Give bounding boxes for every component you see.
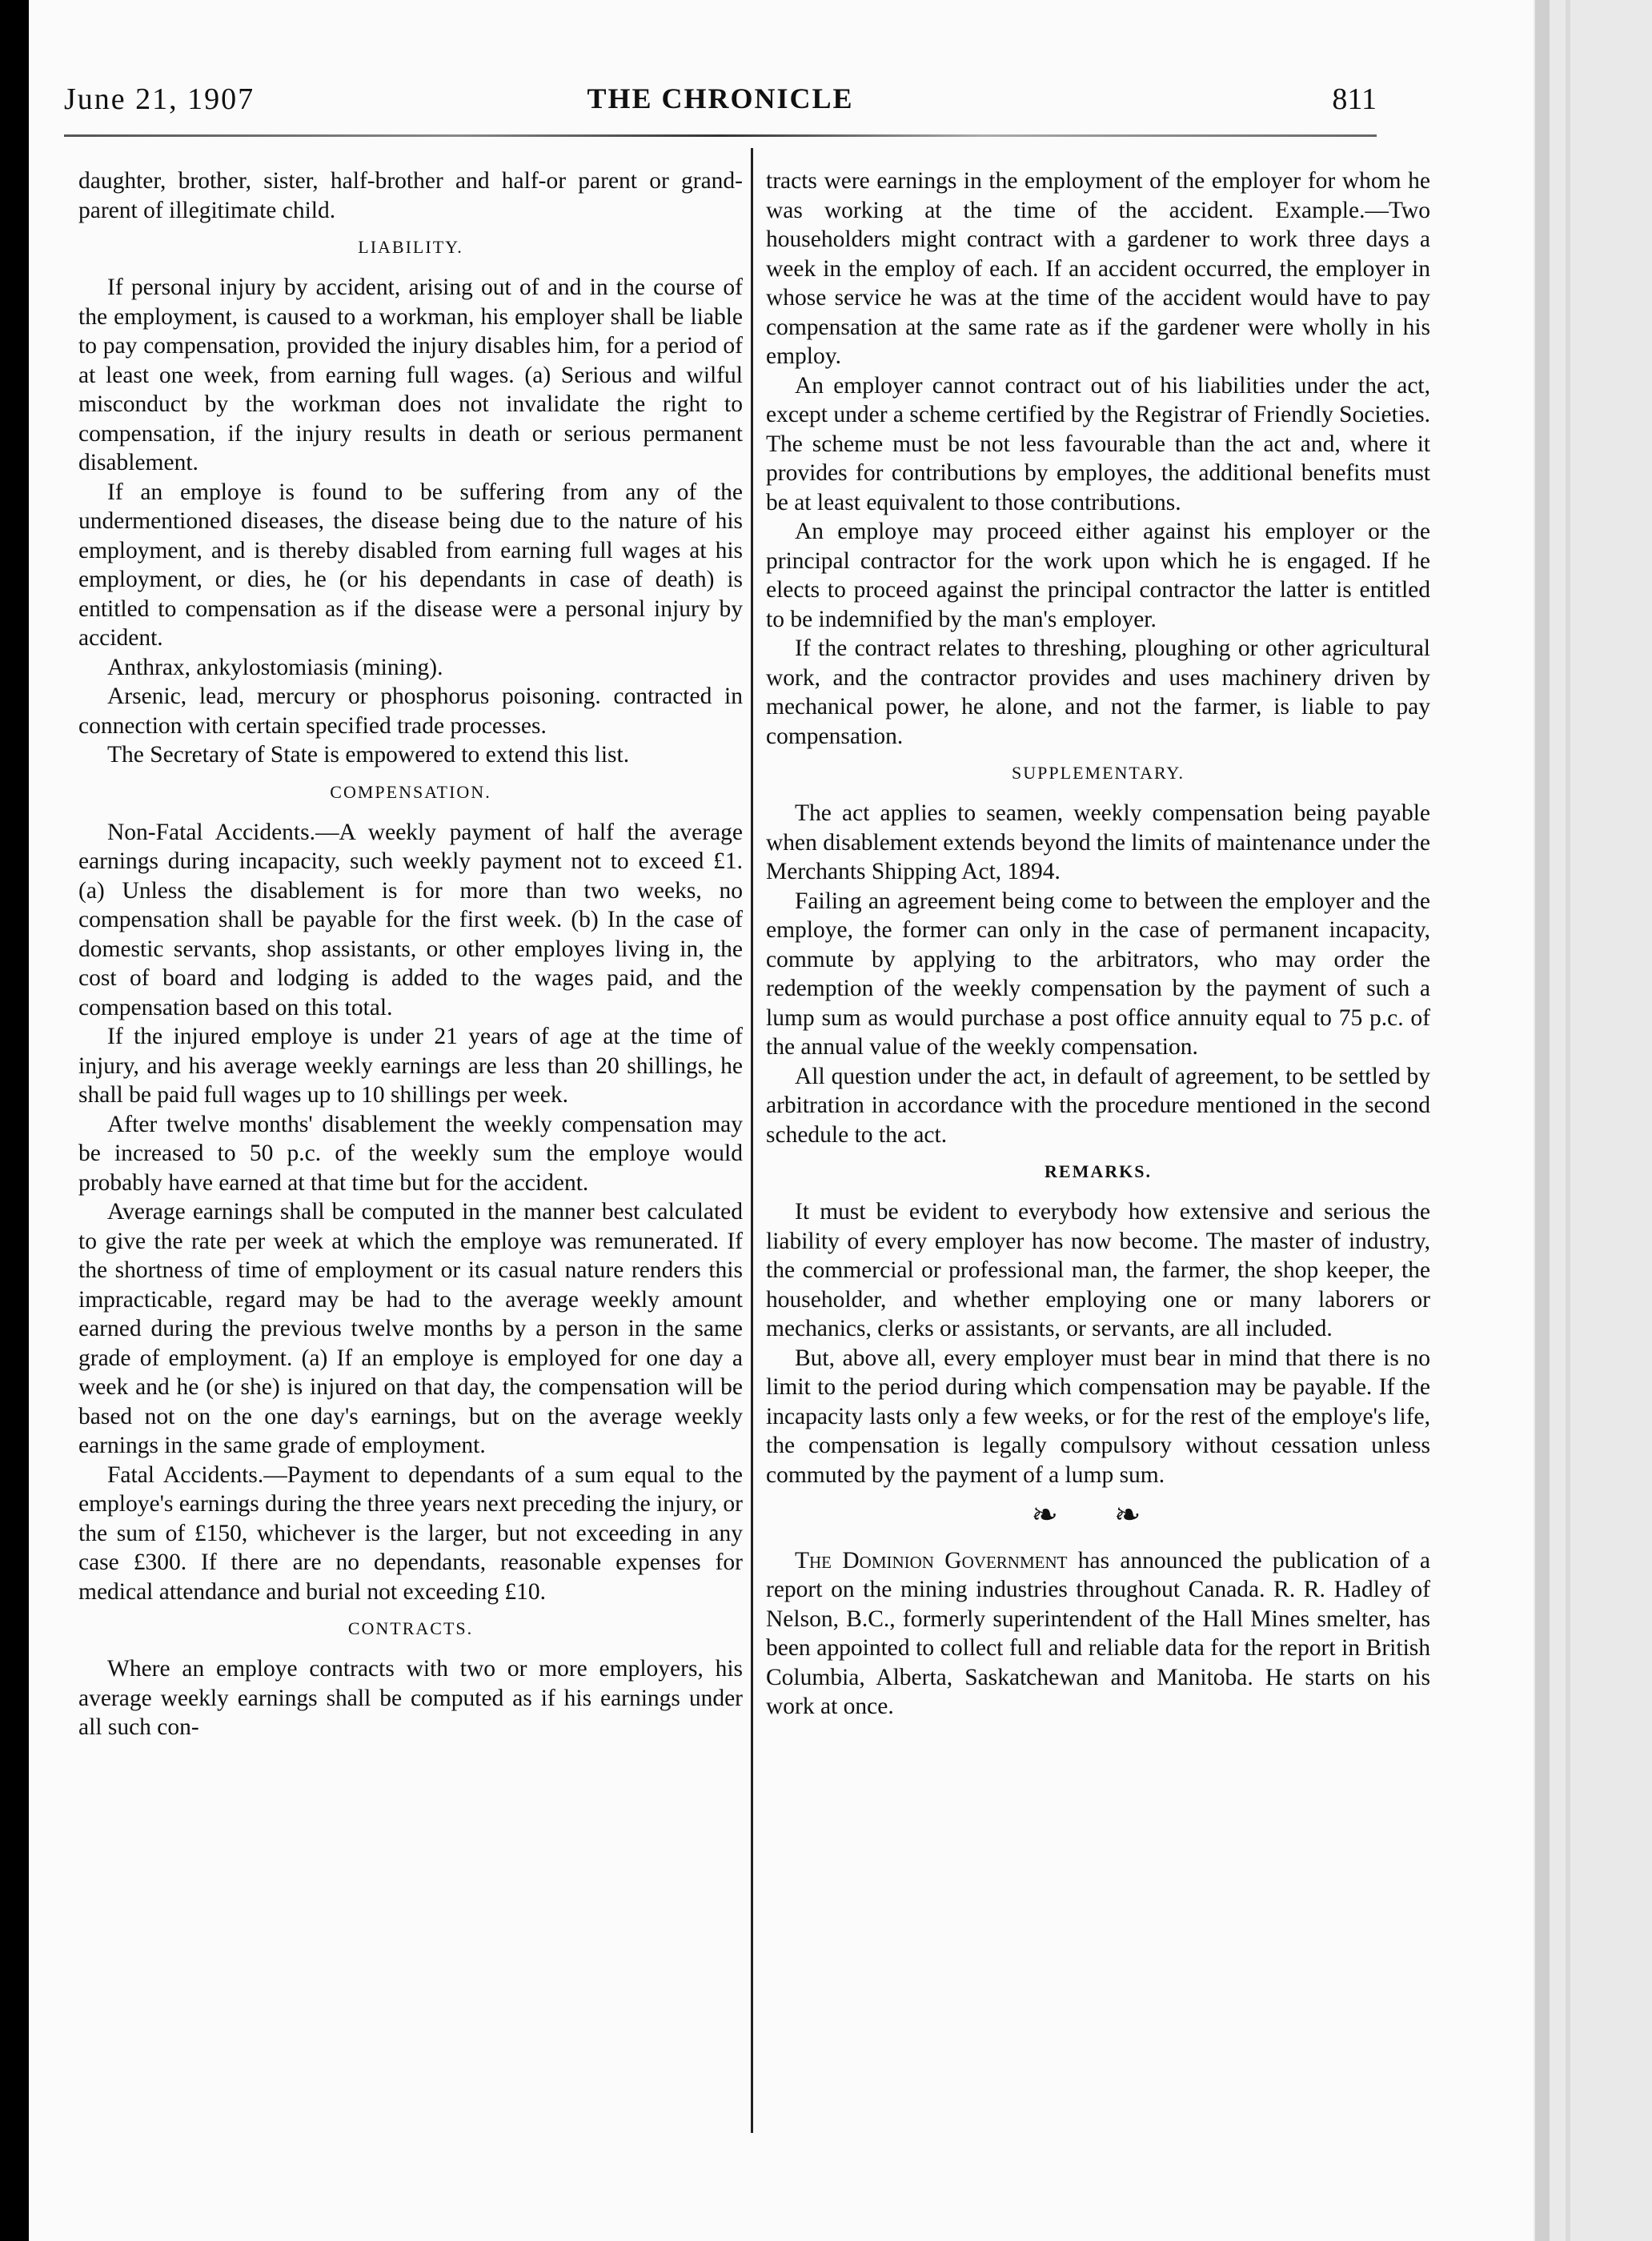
paragraph-seamen: The act applies to seamen, weekly compensation being payable when disablement extends beyond the limits of maintenance under the Merchants Shipping Act, 1894. (766, 800, 1430, 884)
header-rule (64, 134, 1377, 137)
paragraph-non-fatal: Non-Fatal Accidents.—A weekly payment of half the average earnings during incapacity, such weekly payment not to exceed £1. (a) Unless the disablement is for more than two weeks, no compensation shall be payable for the first week. (b) In the case of domestic servants, shop assistants, or other employes living in, the cost of board and lodging is added to the wages paid, and the compensation based on this total. (78, 819, 743, 1020)
paragraph-arsenic: Arsenic, lead, mercury or phosphorus poisoning. contracted in connection with certain specified trade processes. (78, 684, 743, 739)
paragraph-fatal: Fatal Accidents.—Payment to dependants of a sum equal to the employe's earnings during the three years next preceding the injury, or the sum of £150, whichever is the larger, but not exceeding in any case £300. If there are no dependants, reasonable expenses for medical attendance and burial not exceeding £10. (78, 1461, 743, 1605)
paragraph-liability-2: If an employe is found to be suffering from any of the undermentioned diseases, the disease being due to the nature of his employment, and is thereby disabled from earning full wages at his employment, or dies, he (or his dependants in case of death) is entitled to compensation as if the disease were a personal injury by accident. (78, 479, 743, 651)
right-column (766, 166, 1430, 1722)
dominion-text: has announced the publication of a report on the mining industries throughout Canada. R. R. Hadley of Nelson, B.C., formerly superintendent of the Hall Mines smelter, has been appointed to collect full and reliable data for the report in British Columbia, Alberta, Saskatchewan and Manitoba. He starts on his work at once. (766, 1547, 1430, 1719)
heading-supplementary: SUPPLEMENTARY. (1012, 763, 1185, 783)
issue-date: June 21, 1907 (64, 82, 255, 116)
paragraph-proceed: An employe may proceed either against his employer or the principal contractor for the work upon which he is engaged. If he elects to proceed against the principal contractor the latter is entitled to be indemnified by the man's employer. (766, 519, 1430, 632)
page-number: 811 (1332, 82, 1377, 116)
binding-line (1566, 0, 1570, 2241)
heading-remarks: REMARKS. (1045, 1161, 1152, 1181)
paragraph-liability-1: If personal injury by accident, arising out of and in the course of the employment, is caused to a workman, his employer shall be liable to pay compensation, provided the injury disables him, for a period of at least one week, from earning full wages. (a) Serious and wilful misconduct by the workman does not invalidate the right to compensation, if the injury results in death or serious permanent disablement. (78, 275, 743, 475)
page-binding-edge (1534, 0, 1652, 2241)
paragraph-average-earnings: Average earnings shall be computed in the manner best calculated to give the rate per week at which the employe was remunerated. If the shortness of time of employment or its casual nature renders this impracticable, regard may be had to the average weekly amount earned during the previous twelve months by a person in the same grade of employment. (a) If an employe is employed for one day a week and he (or she) is injured on that day, the compensation will be based not on the one day's earnings, but on the average weekly earnings in the same grade of employment. (78, 1199, 743, 1458)
paragraph-intro: daughter, brother, sister, half-brother and half-or parent or grand-parent of illegitimate child. (78, 168, 743, 223)
paragraph-contracts: Where an employe contracts with two or more employers, his average weekly earnings shall be computed as if his earnings under all such con- (78, 1656, 743, 1740)
paragraph-twelve-months: After twelve months' disablement the weekly compensation may be increased to 50 p.c. of the weekly sum the employe would probably have earned at that time but for the accident. (78, 1111, 743, 1196)
heading-liability: LIABILITY. (358, 237, 463, 257)
paragraph-anthrax: Anthrax, ankylostomiasis (mining). (107, 654, 443, 680)
paragraph-evident: It must be evident to everybody how extensive and serious the liability of every employer has now become. The master of industry, the commercial or professional man, the farmer, the shop keeper, the householder, and whether employing one or many laborers or mechanics, clerks or assistants, or servants, are all included. (766, 1199, 1430, 1341)
paragraph-threshing: If the contract relates to threshing, ploughing or other agricultural work, and the contractor provides and uses machinery driven by mechanical power, he alone, and not the farmer, is liable to pay compensation. (766, 635, 1430, 749)
paragraph-question: All question under the act, in default of agreement, to be settled by arbitration in accordance with the procedure mentioned in the second schedule to the act. (766, 1063, 1430, 1148)
paragraph-cannot-contract: An employer cannot contract out of his liabilities under the act, except under a scheme certified by the Registrar of Friendly Societies. The scheme must be not less favourable than the act and, where it provides for contributions by employes, the additional benefits must be at least equivalent to those contributions. (766, 372, 1430, 515)
paragraph-secretary: The Secretary of State is empowered to extend this list. (107, 742, 630, 768)
paragraph-contracts-continued: tracts were earnings in the employment of the employer for whom he was working at the time of the accident. Example.—Two householders might contract with a gardener to work three days a week in the employ of each. If an accident occurred, the employer in whose service he was at the time of the accident would have to pay compensation at the same rate as if the gardener were wholly in his employ. (766, 168, 1430, 369)
paragraph-failing: Failing an agreement being come to between the employer and the employe, the former can only in the case of permanent incapacity, commute by applying to the arbitrators, who may order the redemption of the weekly compensation by the payment of such a lump sum as would purchase a post office annuity equal to 75 p.c. of the annual value of the weekly compensation. (766, 888, 1430, 1060)
page-header (64, 82, 1377, 130)
left-column (78, 166, 743, 1742)
column-divider (751, 148, 753, 2133)
paragraph-under-21: If the injured employe is under 21 years of age at the time of injury, and his average weekly earnings are less than 20 shillings, he shall be paid full wages up to 10 shillings per week. (78, 1024, 743, 1108)
publication-title: THE CHRONICLE (587, 82, 854, 114)
heading-contracts: CONTRACTS. (347, 1618, 474, 1638)
dominion-lead-in: The Dominion Government (795, 1547, 1068, 1574)
heading-compensation: COMPENSATION. (330, 781, 491, 802)
paragraph-above-all: But, above all, every employer must bear in mind that there is no limit to the period during which compensation may be payable. If the incapacity lasts only a few weeks, or for the rest of the employe's life, the compensation is legally compulsory without cessation unless commuted by the payment of a lump sum. (766, 1345, 1430, 1488)
section-ornament: ❧ ❧ (1031, 1497, 1165, 1533)
paragraph-dominion (766, 1546, 1430, 1722)
binding-shadow (1535, 0, 1550, 2241)
